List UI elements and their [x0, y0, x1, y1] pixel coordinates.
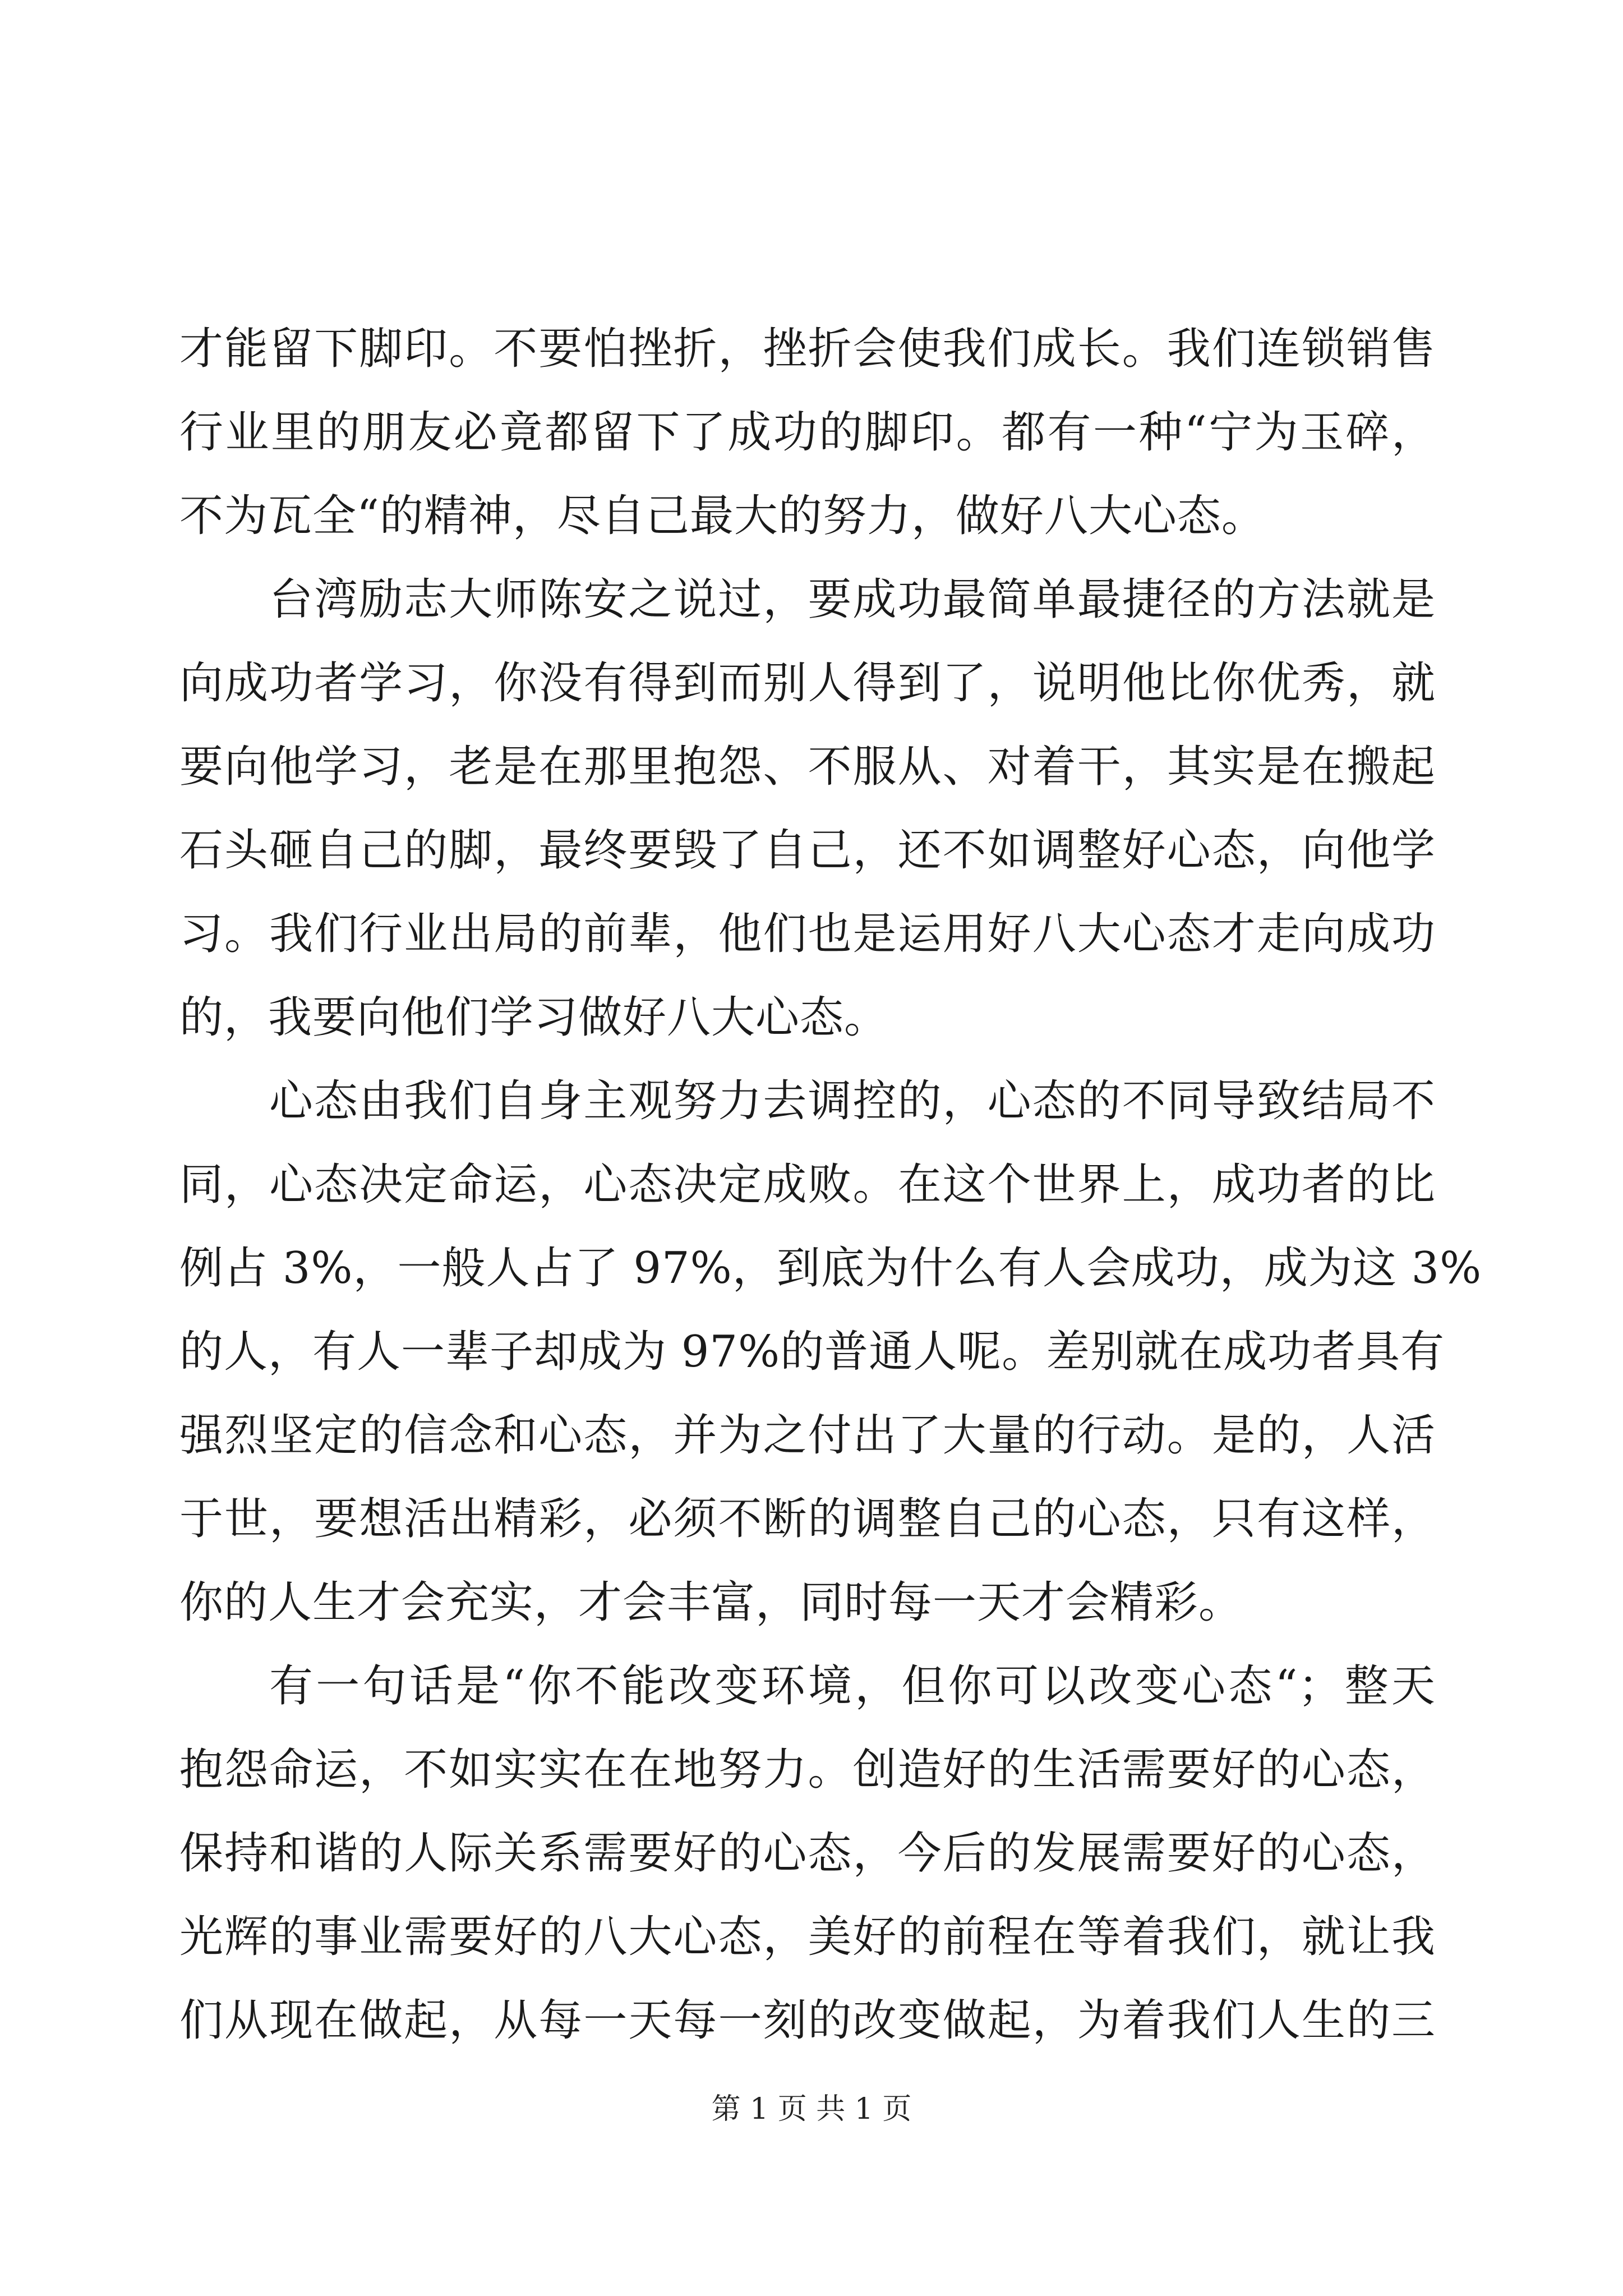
text-line: 的人，有人一辈子却成为 97%的普通人呢。差别就在成功者具有 — [179, 1327, 1445, 1377]
page-footer: 第 1 页 共 1 页 — [711, 2092, 912, 2126]
text-line: 们从现在做起，从每一天每一刻的改变做起，为着我们人生的三 — [179, 1995, 1436, 2046]
text-line: 强烈坚定的信念和心态，并为之付出了大量的行动。是的，人活 — [179, 1410, 1436, 1461]
text-line: 石头砸自己的脚，最终要毁了自己，还不如调整好心态，向他学 — [179, 825, 1436, 876]
text-line: 习。我们行业出局的前辈，他们也是运用好八大心态才走向成功 — [179, 909, 1436, 959]
text-line: 同，心态决定命运，心态决定成败。在这个世界上，成功者的比 — [179, 1159, 1436, 1210]
text-line: 你的人生才会充实，才会丰富，同时每一天才会精彩。 — [179, 1577, 1243, 1628]
text-line: 不为瓦全“的精神，尽自己最大的努力，做好八大心态。 — [179, 491, 1266, 541]
text-line: 于世，要想活出精彩，必须不断的调整自己的心态，只有这样， — [179, 1494, 1436, 1544]
text-line: 抱怨命运，不如实实在在地努力。创造好的生活需要好的心态， — [179, 1745, 1436, 1795]
text-line: 心态由我们自身主观努力去调控的，心态的不同导致结局不 — [269, 1076, 1436, 1126]
text-line: 台湾励志大师陈安之说过，要成功最简单最捷径的方法就是 — [269, 574, 1436, 625]
text-line: 的，我要向他们学习做好八大心态。 — [179, 992, 889, 1043]
text-line: 要向他学习，老是在那里抱怨、不服从、对着干，其实是在搬起 — [179, 742, 1436, 792]
text-line: 行业里的朋友必竟都留下了成功的脚印。都有一种“宁为玉碎， — [179, 407, 1436, 458]
text-line: 有一句话是“你不能改变环境，但你可以改变心态“；整天 — [269, 1661, 1436, 1711]
text-line: 例占 3%，一般人占了 97%，到底为什么有人会成功，成为这 3% — [179, 1243, 1482, 1294]
body-text — [179, 307, 1482, 2063]
text-line: 光辉的事业需要好的八大心态，美好的前程在等着我们，就让我 — [179, 1912, 1436, 1962]
text-line: 保持和谐的人际关系需要好的心态，今后的发展需要好的心态， — [179, 1828, 1436, 1879]
text-line: 才能留下脚印。不要怕挫折，挫折会使我们成长。我们连锁销售 — [179, 324, 1436, 374]
text-line: 向成功者学习，你没有得到而别人得到了，说明他比你优秀，就 — [179, 658, 1436, 708]
